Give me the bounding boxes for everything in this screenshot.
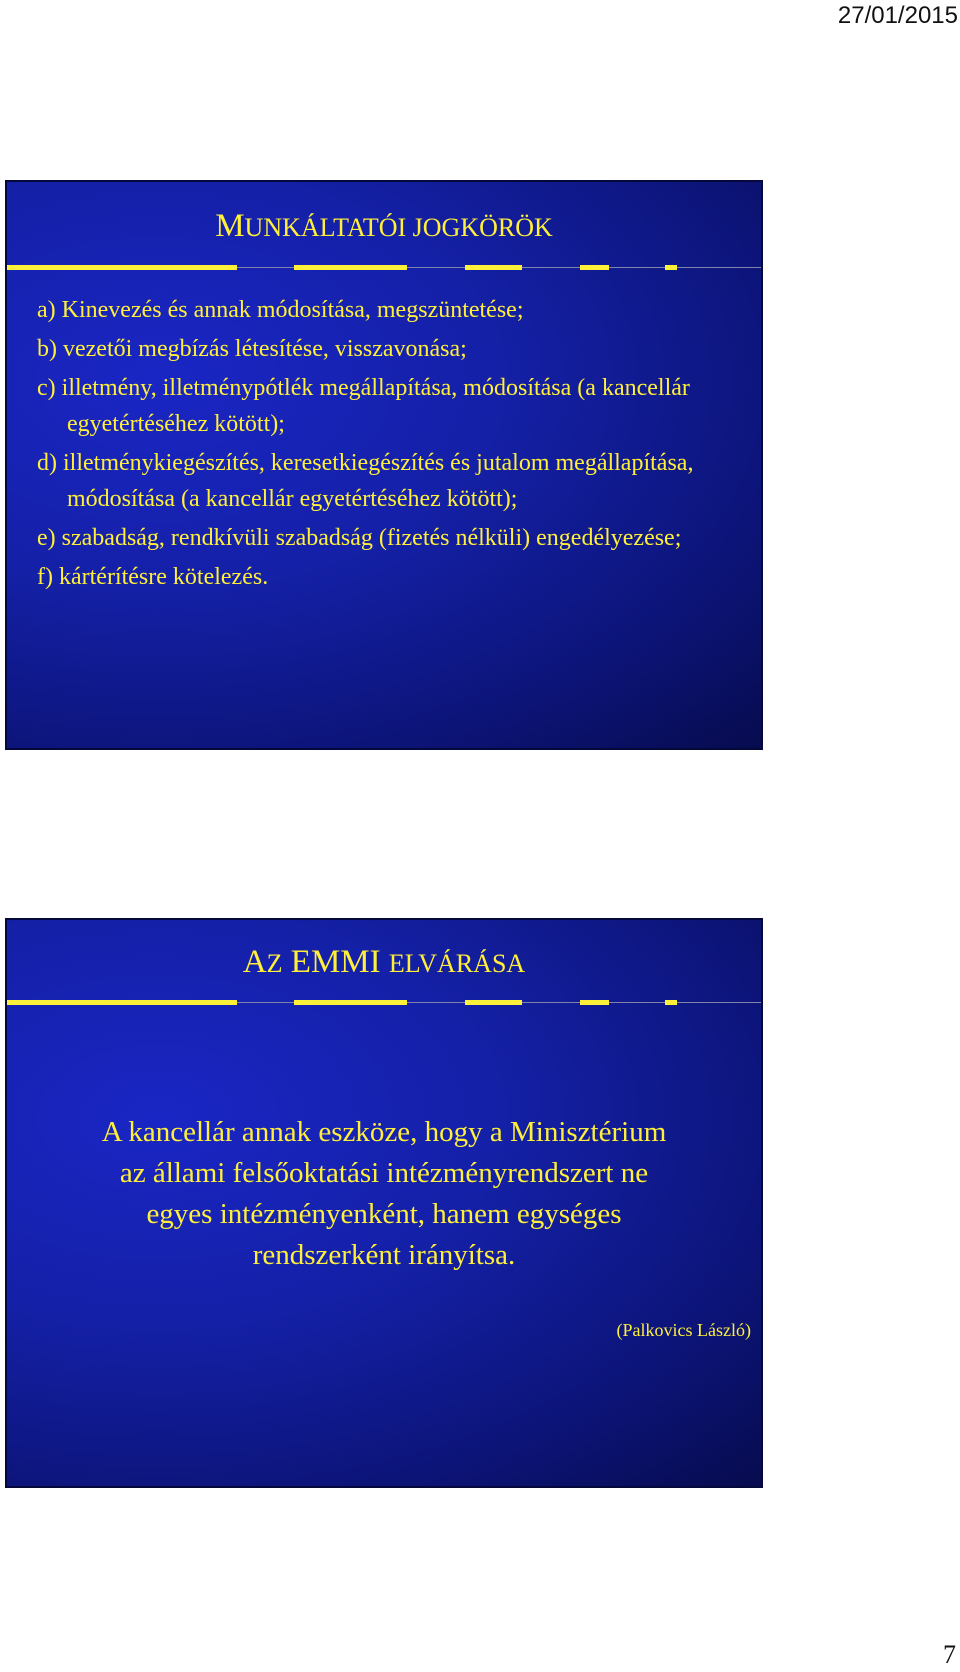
list-item: c) illetmény, illetménypótlék megállapítása, módosítása (a kancellár egyetértéséhez kötött); [37,375,690,437]
title-divider [7,998,761,1008]
quote-line: az állami felsőoktatási intézményrendszert ne [119,1157,649,1189]
title-initial: M [215,208,245,244]
list-item: b) vezetői megbízás létesítése, visszavonása; [37,336,467,362]
quote-line: egyes intézményenként, hanem egységes [146,1198,622,1230]
page-date: 27/01/2015 [837,2,958,29]
slide-title [7,208,761,245]
title-initial: A [242,944,267,980]
slide-emmi-elvarasa [5,918,763,1488]
list-item: d) illetménykiegészítés, keresetkiegészítés és jutalom megállapítása, módosítása (a kancellár egyetértéséhez kötött); [37,450,694,512]
title-rest: UNKÁLTATÓI JOGKÖRÖK [244,213,553,242]
slide-title [7,944,761,981]
title-part: ELVÁRÁSA [388,949,526,978]
title-part: Z [266,949,283,978]
list-item: a) Kinevezés és annak módosítása, megszüntetése; [37,297,524,323]
quote-attribution: (Palkovics László) [616,1320,751,1340]
title-divider [7,263,761,273]
quote-text [7,1112,761,1276]
slide-munkaltatoi-jogkorok [5,180,763,750]
quote-line: A kancellár annak eszköze, hogy a Minisztérium [101,1116,667,1148]
jogkor-list [37,292,751,598]
page-number: 7 [943,1640,956,1669]
title-part: EMMI [282,944,389,980]
list-item: e) szabadság, rendkívüli szabadság (fizetés nélküli) engedélyezése; [37,525,682,551]
quote-line: rendszerként irányítsa. [252,1239,516,1271]
list-item: f) kártérítésre kötelezés. [37,564,269,590]
